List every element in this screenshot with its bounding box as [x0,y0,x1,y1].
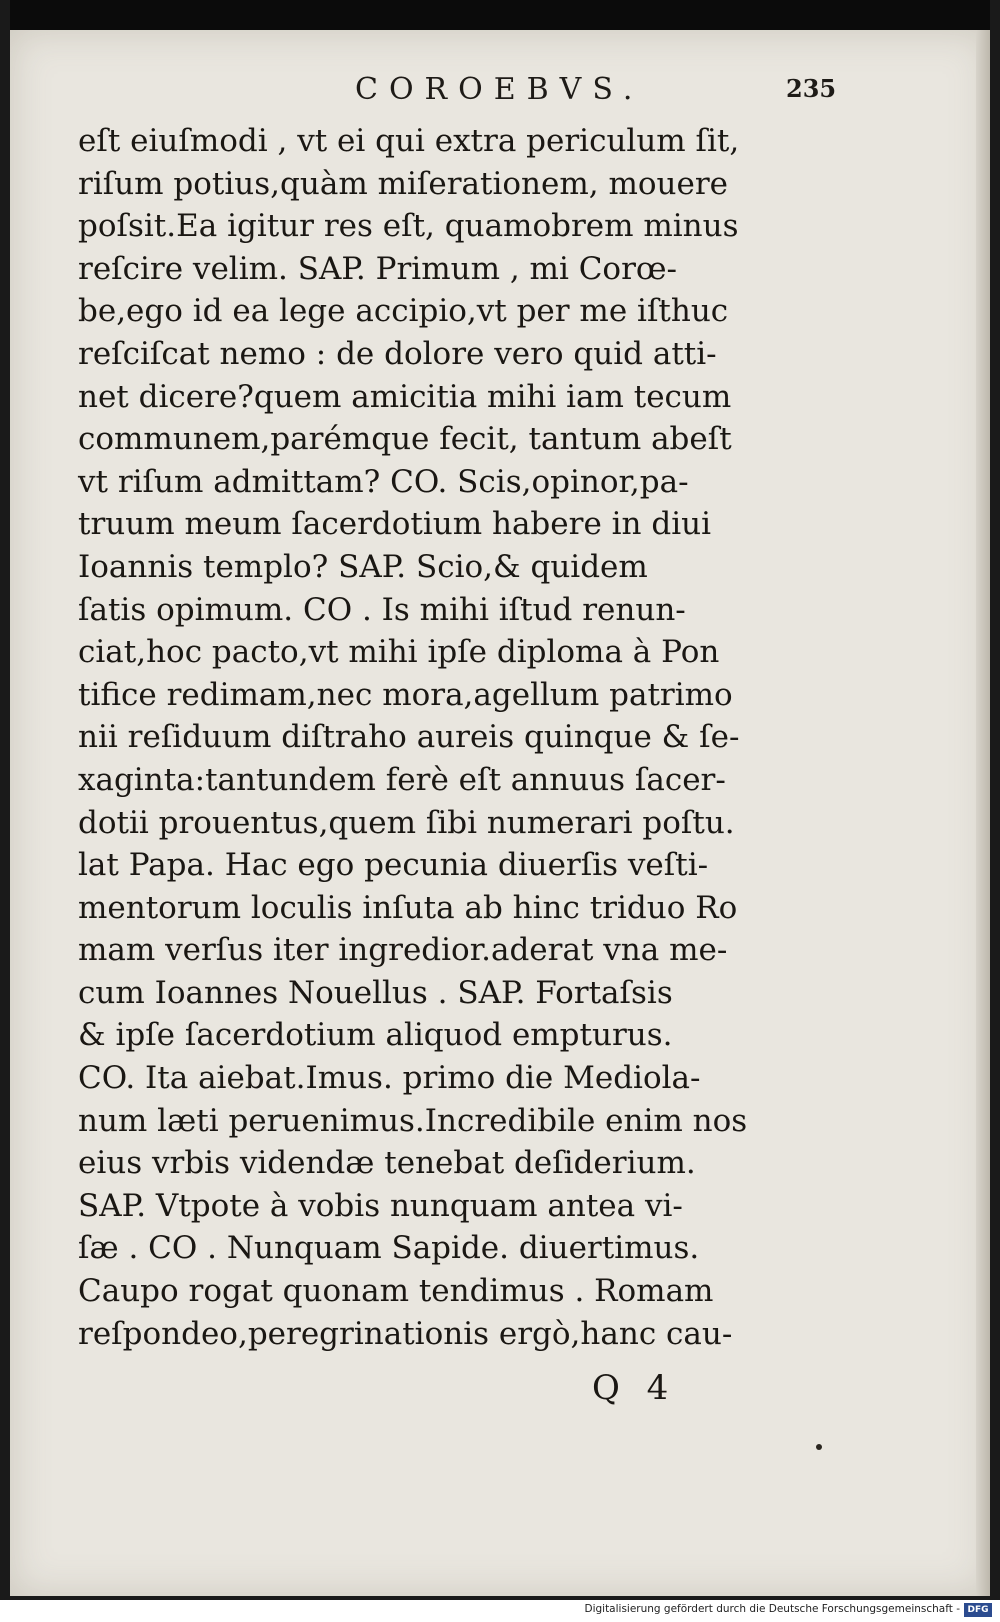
text-line: net dicere?quem amicitia mihi iam tecum [78,378,732,415]
text-line: xaginta:tantundem ferè eſt annuus ſacer- [78,761,726,798]
scan-border-top [0,0,1000,30]
catchword-signature: Q 4 [592,1368,677,1408]
text-line: nii reſiduum diſtraho aureis quinque & ſe- [78,719,740,756]
text-line: eſt eiuſmodi , vt ei qui extra periculum ſit, [78,123,740,159]
text-line: truum meum ſacerdotium habere in diui [78,506,712,543]
text-line: lat Papa. Hac ego pecunia diuerſis veſti- [78,847,709,884]
text-line: eius vrbis videndæ tenebat deſiderium. [78,1145,696,1182]
page-number: 235 [786,74,837,103]
text-line: reſcire velim. SAP. Primum , mi Corœ- [78,250,678,287]
text-line: Caupo rogat quonam tendimus . Romam [78,1273,714,1310]
text-line: mentorum loculis inſuta ab hinc triduo Ro [78,889,738,926]
ink-speck [816,1444,822,1450]
text-line: & ipſe ſacerdotium aliquod empturus. [78,1017,673,1054]
text-line: SAP. Vtpote à vobis nunquam antea vi- [78,1187,683,1224]
text-line: dotii prouentus,quem ſibi numerari poſtu. [78,804,735,841]
text-line: reſciſcat nemo : de dolore vero quid atti- [78,335,717,372]
text-line: ſatis opimum. CO . Is mihi iſtud renun- [78,591,686,628]
text-line: vt riſum admittam? CO. Scis,opinor,pa- [78,463,689,500]
running-head: COROEBVS. [355,72,644,107]
funding-credit: Digitalisierung gefördert durch die Deutsche Forschungsgemeinschaft - [584,1603,960,1615]
text-line: poſsit.Ea igitur res eſt, quamobrem minus [78,208,739,245]
scan-border-left [0,0,10,1600]
text-line: ciat,hoc pacto,vt mihi ipſe diploma à Pon [78,634,720,671]
scan-border-right [990,0,1000,1600]
body-text [78,120,818,1355]
text-line: ſæ . CO . Nunquam Sapide. diuertimus. [78,1230,700,1267]
text-line: cum Ioannes Nouellus . SAP. Fortaſsis [78,974,673,1011]
text-line: be,ego id ea lege accipio,vt per me iſthuc [78,293,729,330]
text-line: reſpondeo,peregrinationis ergò,hanc cau- [78,1315,733,1352]
text-line: riſum potius,quàm miſerationem, mouere [78,165,728,202]
text-line: tifice redimam,nec mora,agellum patrimo [78,676,733,713]
text-line: communem,parémque fecit, tantum abeſt [78,421,732,458]
text-line: CO. Ita aiebat.Imus. primo die Mediola- [78,1060,701,1097]
page-edge [976,30,990,1596]
text-line: num læti peruenimus.Incredibile enim nos [78,1102,748,1139]
text-line: mam verſus iter ingredior.aderat vna me- [78,932,728,969]
text-line: Ioannis templo? SAP. Scio,& quidem [78,548,648,585]
digitization-footer [0,1600,1000,1622]
dfg-logo: DFG [964,1603,992,1617]
